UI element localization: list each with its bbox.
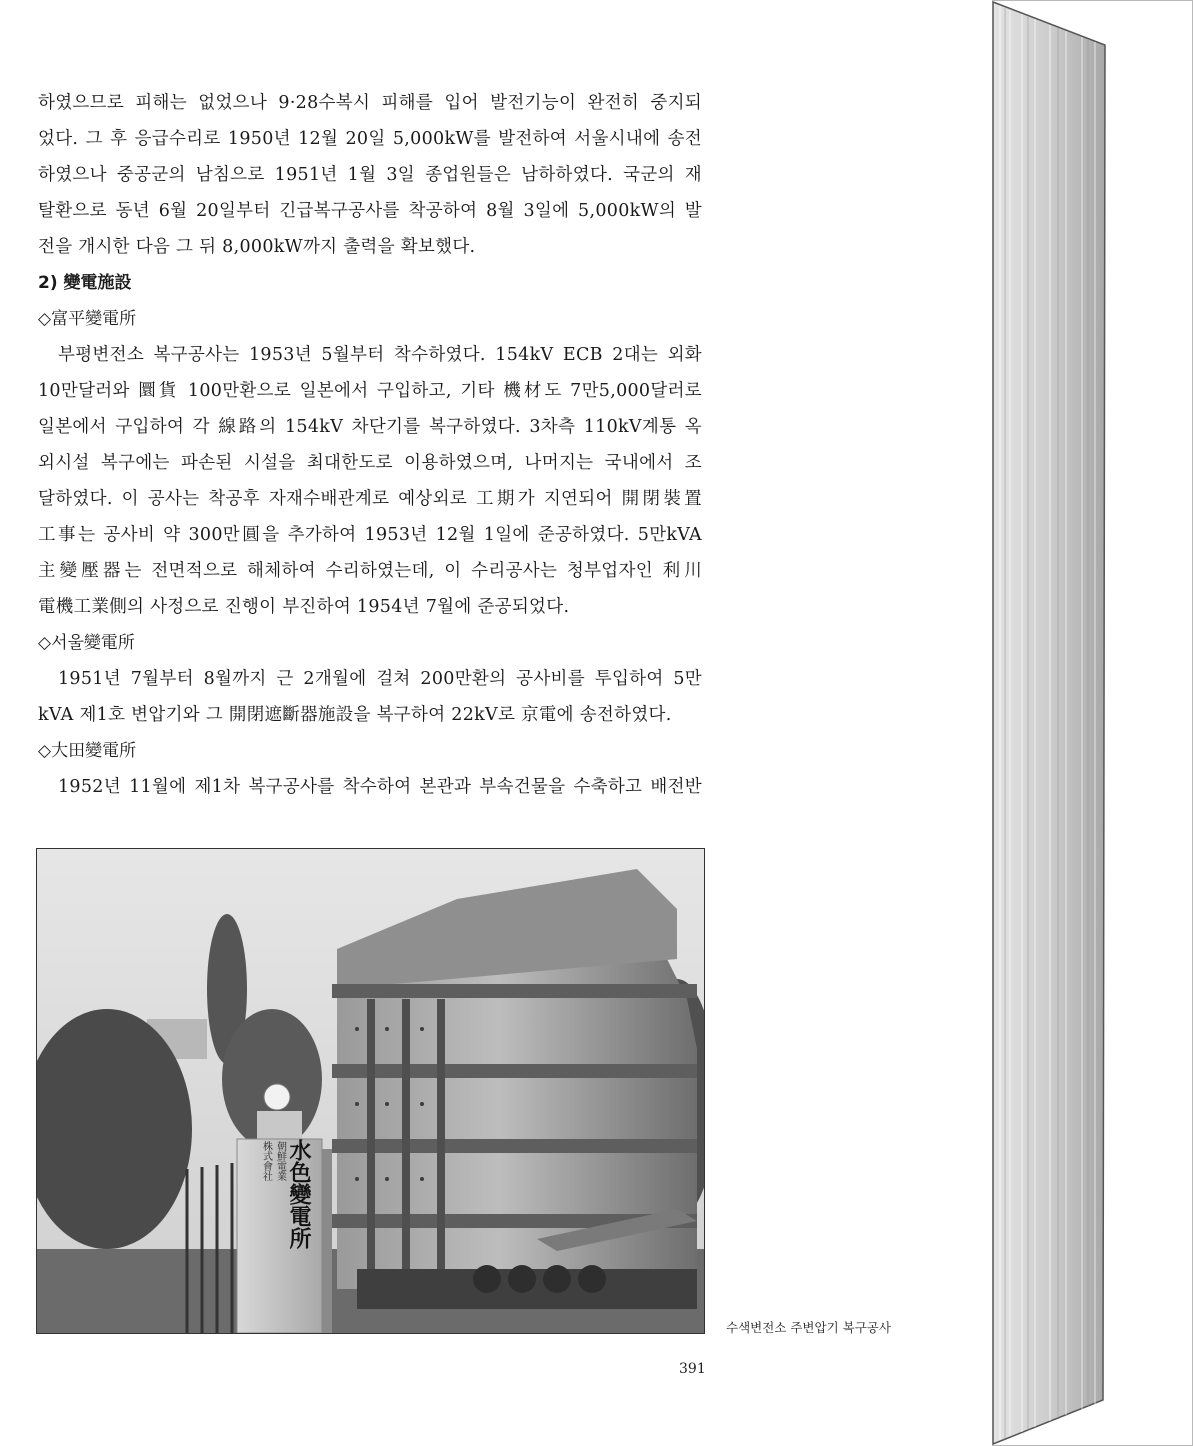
- body-line: 하였으나 중공군의 남침으로 1951년 1월 3일 종업원들은 남하하였다. 국군의 재: [38, 165, 702, 185]
- transformer-photo: [36, 848, 705, 1334]
- body-line: 부평변전소 복구공사는 1953년 5월부터 착수하였다. 154kV ECB 2대는 외화: [58, 345, 702, 365]
- body-line: 1952년 11월에 제1차 복구공사를 착수하여 본관과 부속건물을 수축하고 배전반: [58, 777, 702, 797]
- page-number: 391: [679, 1361, 706, 1377]
- body-line: 電機工業側의 사정으로 진행이 부진하여 1954년 7월에 준공되었다.: [38, 597, 570, 617]
- body-line: 탈환으로 동년 6월 20일부터 긴급복구공사를 착공하여 8월 3일에 5,000kW의 발: [38, 201, 702, 221]
- body-line: 主變壓器는 전면적으로 해체하여 수리하였는데, 이 수리공사는 청부업자인 利川: [38, 561, 702, 581]
- subsection-title-bupyeong: ◇富平變電所: [38, 309, 137, 329]
- sign-small-text: 朝鮮電業: [274, 1141, 286, 1181]
- body-line: 외시설 복구에는 파손된 시설을 최대한도로 이용하였으며, 나머지는 국내에서 조: [38, 453, 702, 473]
- section-heading: 2) 變電施設: [38, 273, 132, 293]
- body-line: 전을 개시한 다음 그 뒤 8,000kW까지 출력을 확보했다.: [38, 237, 476, 257]
- photo-caption: 수색변전소 주변압기 복구공사: [726, 1320, 891, 1335]
- body-line: 었다. 그 후 응급수리로 1950년 12월 20일 5,000kW를 발전하여 서울시내에 송전: [38, 129, 702, 149]
- subsection-title-daejeon: ◇大田變電所: [38, 741, 137, 761]
- body-line: 1951년 7월부터 8월까지 근 2개월에 걸쳐 200만환의 공사비를 투입하여 5만: [58, 669, 702, 689]
- sign-small-text: 株式會社: [260, 1141, 272, 1181]
- body-line: 달하였다. 이 공사는 착공후 자재수배관계로 예상외로 工期가 지연되어 開閉裝置: [38, 489, 702, 509]
- body-line: kVA 제1호 변압기와 그 開閉遮斷器施設을 복구하여 22kV로 京電에 송전하였다.: [38, 705, 672, 725]
- body-line: 10만달러와 圜貨 100만환으로 일본에서 구입하고, 기타 機材도 7만5,000달러로: [38, 381, 702, 401]
- sign-main-text: 水色變電所: [286, 1139, 312, 1249]
- body-line: 工事는 공사비 약 300만圓을 추가하여 1953년 12월 1일에 준공하였다. 5만kVA: [38, 525, 702, 545]
- transformer-photo-illustration: [37, 849, 704, 1333]
- body-line: 하였으므로 피해는 없었으나 9·28수복시 피해를 입어 발전기능이 완전히 중지되: [38, 93, 702, 113]
- text-column: [38, 85, 702, 805]
- body-line: 일본에서 구입하여 각 線路의 154kV 차단기를 복구하였다. 3차측 110kV계통 옥: [38, 417, 702, 437]
- subsection-title-seoul: ◇서울變電所: [38, 633, 135, 653]
